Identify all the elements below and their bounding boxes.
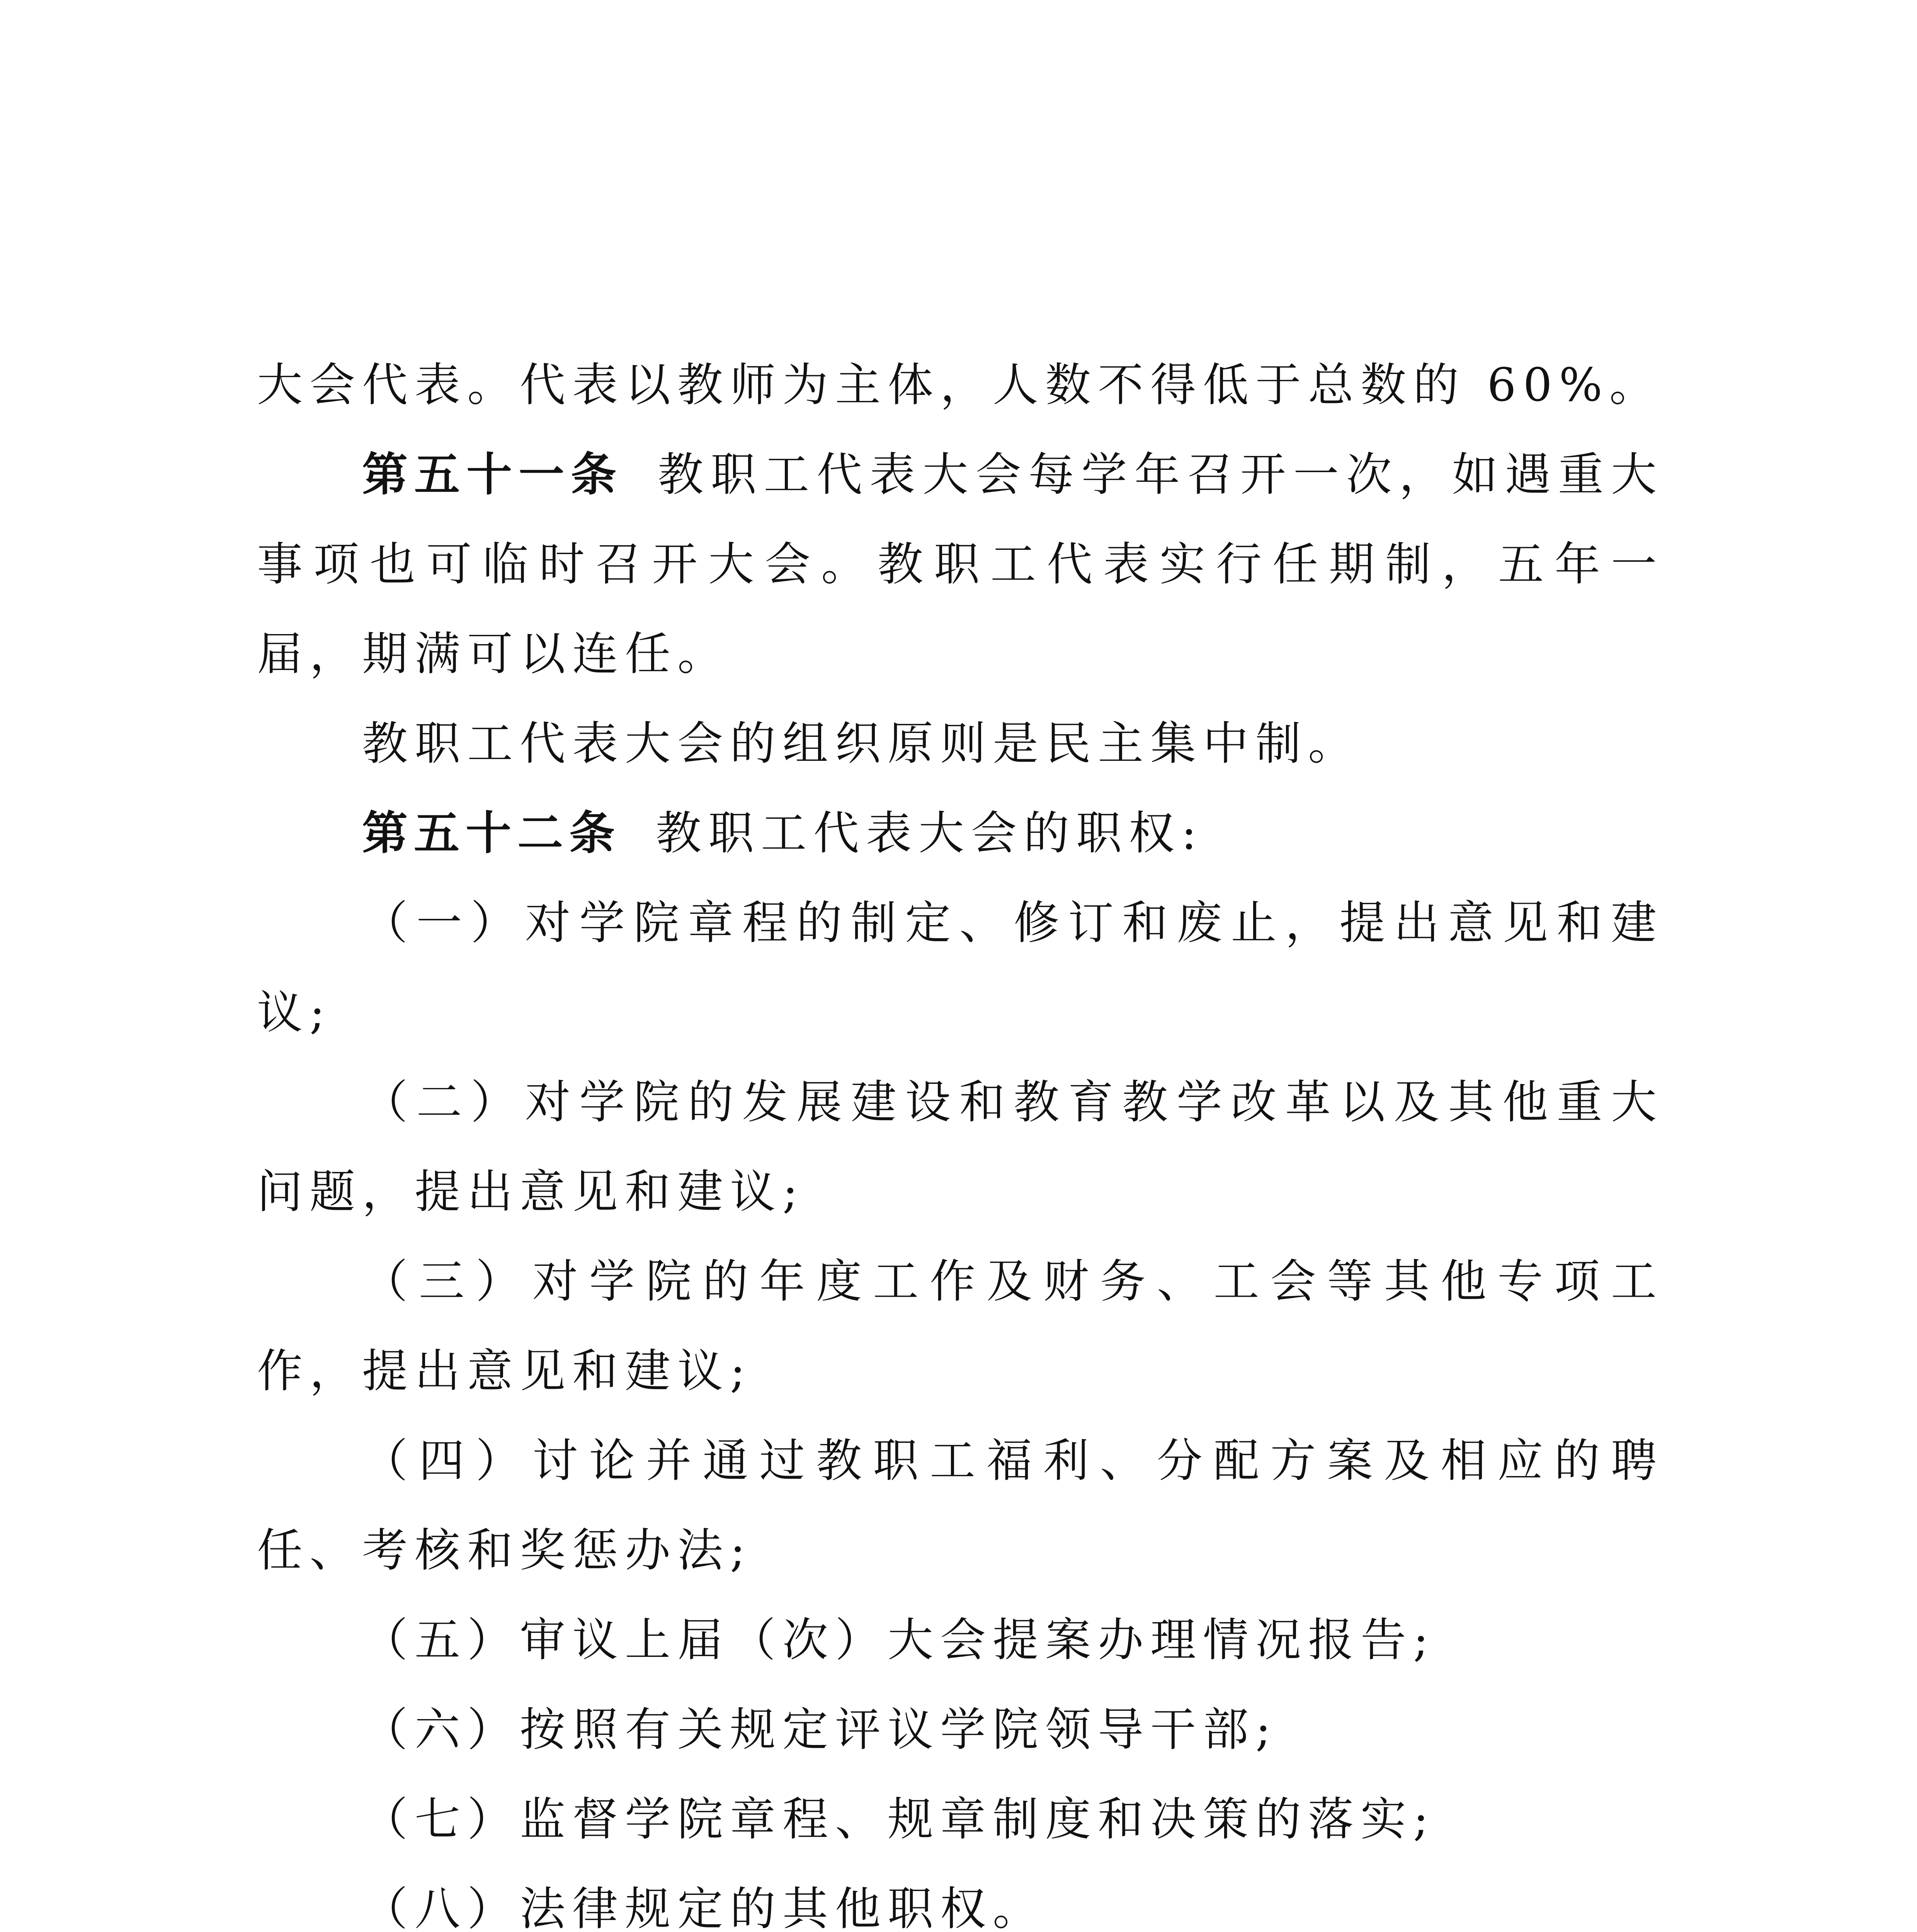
list-item (257, 878, 1664, 1057)
list-item (257, 1236, 1664, 1416)
list-item-text: （六）按照有关规定评议学院领导干部; (362, 1703, 1278, 1756)
list-item-text: （三）对学院的年度工作及财务、工会等其他专项工作，提出意见和建议; (257, 1255, 1664, 1398)
article-51 (257, 430, 1664, 699)
paragraph-text: 教职工代表大会的组织原则是民主集中制。 (362, 717, 1361, 770)
paragraph-text: 教职工代表大会的职权: (656, 806, 1204, 860)
list-item-text: （八）法律规定的其他职权。 (362, 1882, 1046, 1932)
paragraph-text: 大会代表。代表以教师为主体，人数不得低于总数的 60%。 (257, 358, 1662, 412)
paragraph-text: 教职工代表大会每学年召开一次，如遇重大事项也可临时召开大会。教职工代表实行任期制，五年一届，期满可以连任。 (257, 448, 1664, 680)
list-item (257, 1774, 1664, 1864)
list-item (257, 1864, 1664, 1932)
list-item (257, 1685, 1664, 1774)
article-52 (257, 788, 1664, 878)
list-item-text: （五）审议上届（次）大会提案办理情况报告; (362, 1613, 1436, 1667)
article-number: 第五十二条 (362, 806, 621, 860)
list-item-text: （二）对学院的发展建设和教育教学改革以及其他重大问题，提出意见和建议; (257, 1075, 1664, 1218)
paragraph (257, 699, 1664, 788)
article-number: 第五十一条 (362, 447, 623, 501)
list-item-text: （七）监督学院章程、规章制度和决策的落实; (362, 1793, 1436, 1846)
list-item (257, 1416, 1664, 1595)
list-item-text: （四）讨论并通过教职工福利、分配方案及相应的聘任、考核和奖惩办法; (257, 1434, 1664, 1577)
list-item (257, 1057, 1664, 1236)
list-item-text: （一）对学院章程的制定、修订和废止，提出意见和建议; (257, 896, 1664, 1039)
document-body (257, 340, 1664, 1932)
paragraph-continuation (257, 340, 1664, 430)
list-item (257, 1595, 1664, 1685)
